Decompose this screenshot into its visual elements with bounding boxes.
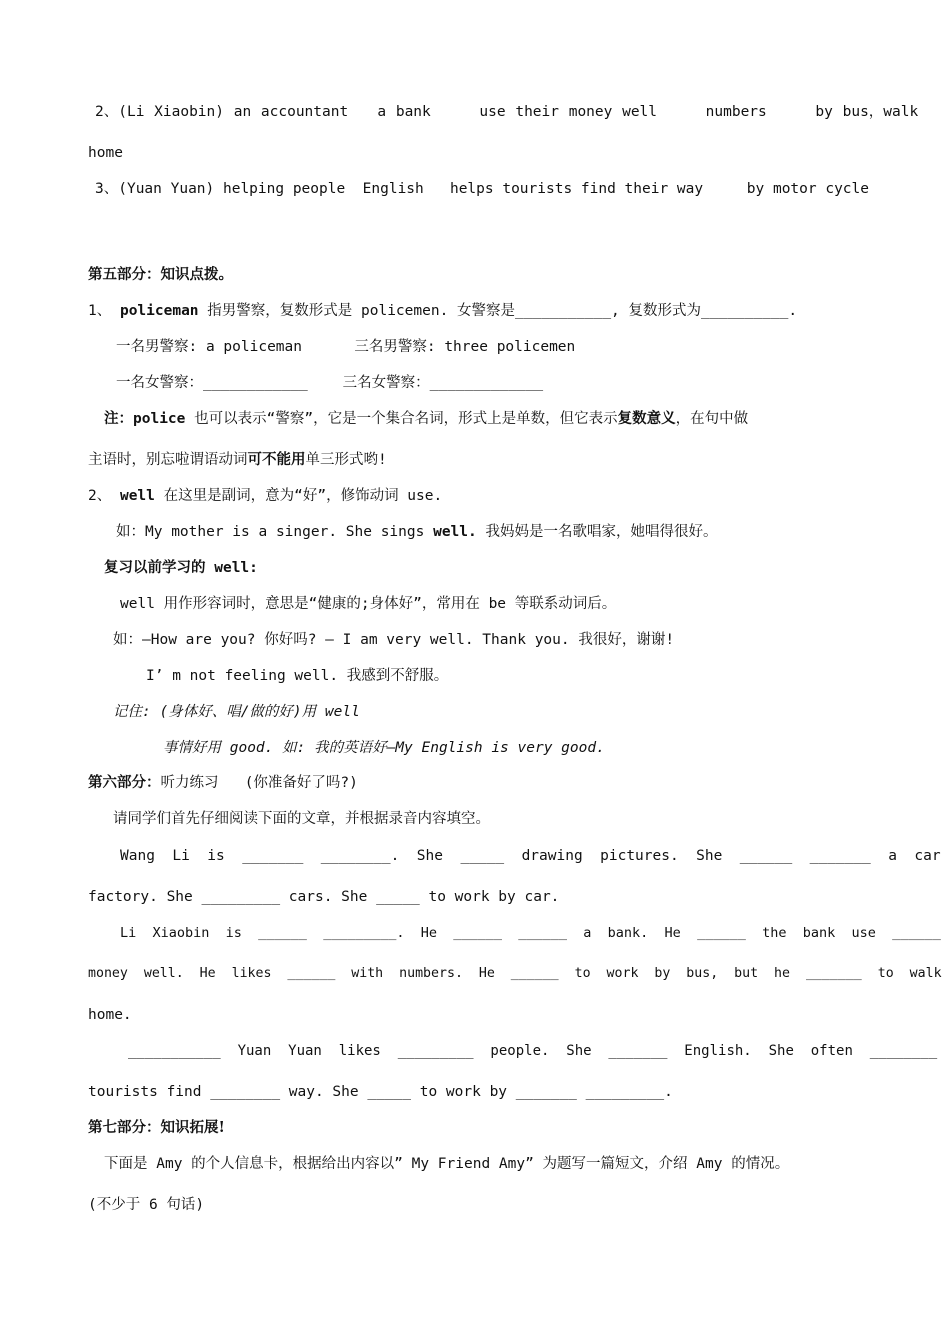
- item1-num: 1、: [88, 303, 112, 319]
- review-line-3: I’ m not feeling well. 我感到不舒服。: [146, 668, 449, 684]
- note-line-2a: 主语时，别忘啦谓语动词: [88, 452, 248, 468]
- item1-word: policeman: [119, 303, 199, 319]
- remember-line-2: 事情好用 good. 如: 我的英语好—My English is very good.: [163, 740, 605, 756]
- example-line: [116, 522, 717, 542]
- note-line-1: [104, 409, 748, 429]
- note-text-1: 也可以表示“警察”，它是一个集合名词，形式上是单数，但它表示: [185, 411, 618, 427]
- item2-text: 在这里是副词，意为“好”，修饰动词 use.: [154, 488, 443, 504]
- part6-heading-rest: 听力练习 (你准备好了吗?): [160, 775, 358, 791]
- answer-line-3: 3、(Yuan Yuan) helping people English helps tourists find their way by motor cycle: [95, 181, 869, 197]
- part7-instruction: 下面是 Amy 的个人信息卡，根据给出内容以” My Friend Amy” 为题写一篇短文，介绍 Amy 的情况。: [104, 1156, 790, 1172]
- note-bold-1: 复数意义: [617, 411, 676, 427]
- part5-heading: 第五部分：知识点拨。: [88, 266, 233, 283]
- review-line-2: 如：—How are you? 你好吗? — I am very well. Thank you. 我很好，谢谢!: [113, 632, 675, 648]
- passage1-line-1: Wang Li is _______ ________. She _____ drawing pictures. She ______ _______ a car: [120, 848, 941, 864]
- part6-heading-line: [88, 773, 358, 793]
- example-suffix: 我妈妈是一名歌唱家，她唱得很好。: [476, 524, 718, 540]
- review-line-1: well 用作形容词时，意思是“健康的;身体好”，常用在 be 等联系动词后。: [120, 596, 617, 612]
- passage3-line-2: tourists find ________ way. She _____ to work by _______ _________.: [88, 1084, 673, 1100]
- example-bold: well.: [433, 524, 477, 540]
- note-line-2: [88, 450, 387, 470]
- item1-text: 指男警察，复数形式是 policemen. 女警察是___________, 复数形式为__________.: [198, 303, 798, 319]
- example-male: 一名男警察: a policeman 三名男警察: three policemen: [116, 339, 576, 355]
- item1-line: [88, 301, 797, 321]
- example-female: 一名女警察：____________ 三名女警察：_____________: [116, 375, 544, 391]
- note-label: 注：police: [104, 411, 186, 427]
- passage2-line-1: Li Xiaobin is ______ _________. He ______ ______ a bank. He ______ the bank use ______: [120, 925, 941, 941]
- passage2-line-3: home.: [88, 1007, 132, 1023]
- note-line-2b: 单三形式哟!: [305, 452, 387, 468]
- example-prefix: 如：My mother is a singer. She sings: [116, 524, 434, 540]
- answer-line-2-wrap: home: [88, 145, 123, 161]
- note-bold-2: 可不能用: [247, 452, 306, 468]
- part7-heading: 第七部分：知识拓展!: [88, 1119, 225, 1136]
- passage3-line-1: ___________ Yuan Yuan likes _________ people. She _______ English. She often ________: [128, 1043, 938, 1059]
- remember-line-1: 记住: (身体好、唱/做的好)用 well: [113, 704, 360, 720]
- answer-line-2: 2、(Li Xiaobin) an accountant a bank use their money well numbers by bus，walk: [95, 104, 919, 120]
- passage1-line-2: factory. She _________ cars. She _____ to work by car.: [88, 889, 560, 905]
- item2-word: well: [119, 488, 155, 504]
- part6-instruction: 请同学们首先仔细阅读下面的文章，并根据录音内容填空。: [113, 811, 490, 827]
- note-text-2: ，在句中做: [675, 411, 749, 427]
- part6-heading: 第六部分：: [88, 775, 161, 791]
- review-heading: 复习以前学习的 well:: [104, 560, 258, 576]
- part7-requirement: (不少于 6 句话): [88, 1197, 205, 1213]
- item2-line: [88, 486, 442, 506]
- item2-num: 2、: [88, 488, 112, 504]
- passage2-line-2: money well. He likes ______ with numbers. He ______ to work by bus, but he _______ to walk: [88, 966, 942, 981]
